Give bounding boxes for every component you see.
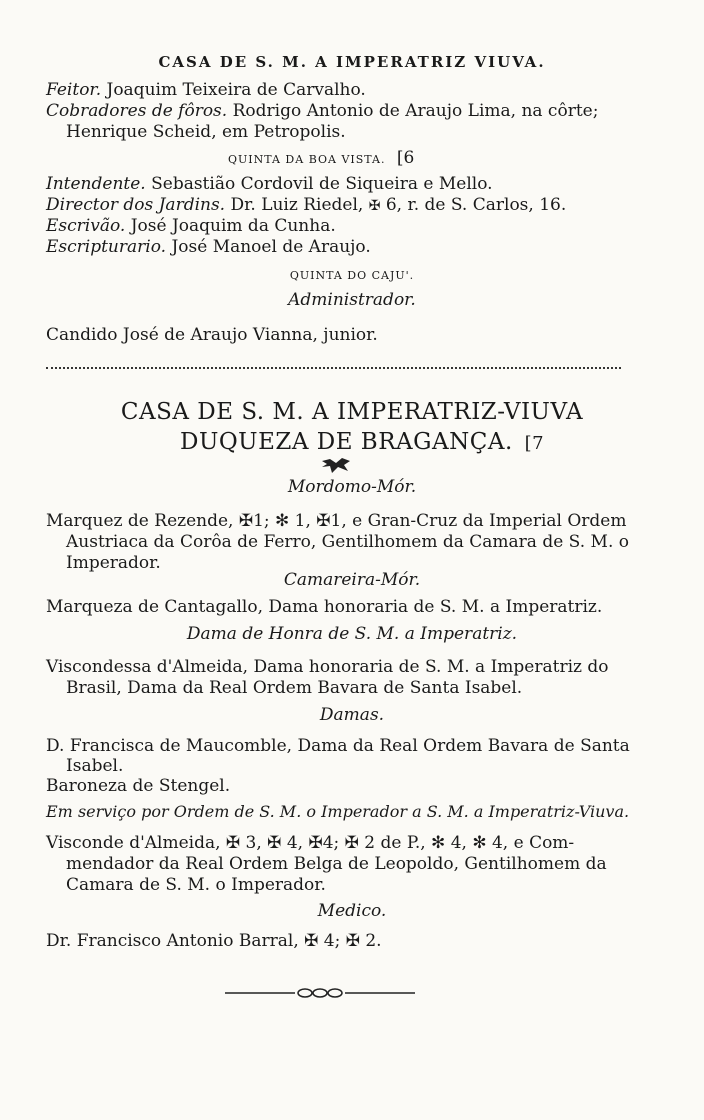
quinta-boa-vista-num: [6 bbox=[396, 148, 415, 168]
feitor-entry bbox=[46, 80, 366, 100]
section2-title-line2: DUQUEZA DE BRAGANÇA. bbox=[180, 429, 513, 455]
administrador-name: Candido José de Araujo Vianna, junior. bbox=[46, 325, 378, 345]
dama-honra-line-1: Viscondessa d'Almeida, Dama honoraria de S. M. a Imperatriz do bbox=[46, 657, 609, 677]
damas-line-3: Baroneza de Stengel. bbox=[46, 776, 231, 796]
feitor-label: Feitor. bbox=[46, 80, 102, 100]
escripturario-label: Escripturario. bbox=[46, 237, 167, 257]
section2-title-line2-row bbox=[180, 428, 544, 458]
escripturario-entry bbox=[46, 237, 371, 257]
damas-line-1: D. Francisca de Maucomble, Dama da Real Ordem Bavara de Santa bbox=[46, 736, 630, 756]
cobradores-text: Rodrigo Antonio de Araujo Lima, na côrte; bbox=[232, 101, 599, 121]
escrivao-label: Escrivão. bbox=[46, 216, 126, 236]
order-badge-icon: ✠ bbox=[368, 198, 381, 214]
director-name: Dr. Luiz Riedel, bbox=[230, 195, 364, 215]
quinta-boa-vista-label: QUINTA DA BOA VISTA. bbox=[228, 153, 386, 166]
section2-title-num: [7 bbox=[524, 433, 545, 454]
dama-honra-label: Dama de Honra de S. M. a Imperatriz. bbox=[186, 624, 518, 644]
mordomo-line-1: Marquez de Rezende, ✠1; ✻ 1, ✠1, e Gran-Cruz da Imperial Ordem bbox=[46, 511, 627, 531]
servico-label: Em serviço por Ordem de S. M. o Imperador a S. M. a Imperatriz-Viuva. bbox=[46, 802, 630, 821]
intendente-name: Sebastião Cordovil de Siqueira e Mello. bbox=[151, 174, 493, 194]
intendente-label: Intendente. bbox=[46, 174, 146, 194]
quinta-caju-heading bbox=[0, 264, 704, 286]
camareira-label: Camareira-Mór. bbox=[283, 570, 421, 590]
medico-label: Medico. bbox=[317, 901, 387, 921]
mordomo-line-3: Imperador. bbox=[66, 553, 161, 573]
director-addr: 6, r. de S. Carlos, 16. bbox=[385, 195, 567, 215]
cobradores-entry bbox=[46, 101, 598, 121]
escrivao-entry bbox=[46, 216, 336, 236]
section1-title: CASA DE S. M. A IMPERATRIZ VIUVA. bbox=[158, 53, 546, 71]
ornament-divider-icon bbox=[225, 986, 415, 1000]
mordomo-line-2: Austriaca da Corôa de Ferro, Gentilhomem da Camara de S. M. o bbox=[66, 532, 629, 552]
servico-line-2: mendador da Real Ordem Belga de Leopoldo, Gentilhomem da bbox=[66, 854, 607, 874]
intendente-entry bbox=[46, 174, 493, 194]
damas-line-2: Isabel. bbox=[66, 756, 124, 776]
mordomo-label: Mordomo-Mór. bbox=[287, 477, 417, 497]
damas-label: Damas. bbox=[319, 705, 385, 725]
director-entry bbox=[46, 195, 566, 216]
section-divider bbox=[46, 367, 621, 369]
feitor-name: Joaquim Teixeira de Carvalho. bbox=[106, 80, 366, 100]
director-label: Director dos Jardins. bbox=[46, 195, 226, 215]
escripturario-name: José Manoel de Araujo. bbox=[171, 237, 371, 257]
escrivao-name: José Joaquim da Cunha. bbox=[130, 216, 336, 236]
dama-honra-line-2: Brasil, Dama da Real Ordem Bavara de Santa Isabel. bbox=[66, 678, 523, 698]
cobradores-label: Cobradores de fôros. bbox=[46, 101, 228, 121]
eagle-crest-icon bbox=[318, 455, 354, 477]
cobradores-text-2: Henrique Scheid, em Petropolis. bbox=[66, 122, 346, 142]
camareira-text: Marqueza de Cantagallo, Dama honoraria de S. M. a Imperatriz. bbox=[46, 597, 603, 617]
quinta-boa-vista-heading bbox=[228, 148, 414, 170]
servico-line-1: Visconde d'Almeida, ✠ 3, ✠ 4, ✠4; ✠ 2 de P., ✻ 4, ✻ 4, e Com- bbox=[46, 833, 575, 853]
quinta-caju-label: QUINTA DO CAJU'. bbox=[289, 269, 415, 282]
servico-line-3: Camara de S. M. o Imperador. bbox=[66, 875, 326, 895]
medico-text: Dr. Francisco Antonio Barral, ✠ 4; ✠ 2. bbox=[46, 931, 382, 951]
administrador-label: Administrador. bbox=[288, 290, 416, 310]
section2-title-line1: CASA DE S. M. A IMPERATRIZ-VIUVA bbox=[120, 399, 584, 425]
